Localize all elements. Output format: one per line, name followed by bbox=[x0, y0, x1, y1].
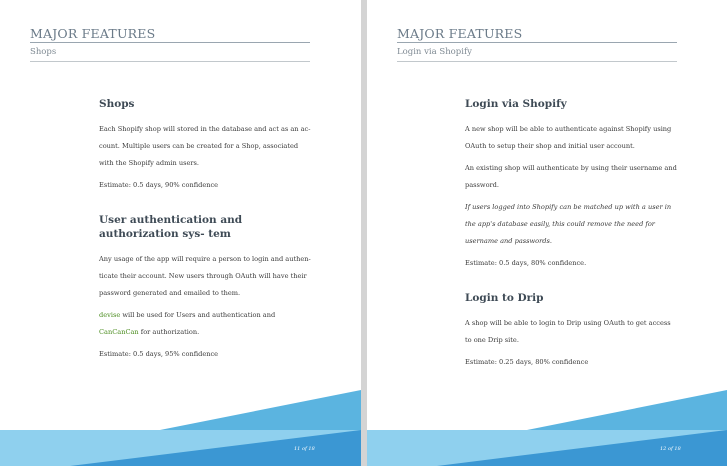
italic-note: If users logged into Shopify can be matched up with a user in the app's database easily, this could remove the need for username and passwords. bbox=[465, 203, 672, 245]
body-paragraph: A shop will be able to login to Drip using OAuth to get access to one Drip site. bbox=[465, 319, 671, 344]
header-rule bbox=[397, 42, 677, 43]
footer-band-mid bbox=[527, 390, 727, 430]
page-body bbox=[465, 97, 677, 376]
body-paragraph: An existing shop will authenticate by using their username and password. bbox=[465, 164, 677, 189]
footer-decoration bbox=[0, 386, 361, 466]
estimate-text: Estimate: 0.5 days, 80% confidence. bbox=[465, 259, 587, 267]
document-page-right bbox=[367, 0, 727, 466]
section-heading: Login to Drip bbox=[465, 292, 544, 304]
body-paragraph-rich: devise will be used for Users and authentication and CanCanCan for authorization. bbox=[99, 311, 276, 336]
estimate-text: Estimate: 0.5 days, 90% confidence bbox=[99, 181, 219, 189]
body-paragraph: Any usage of the app will require a person to login and authen- ticate their account. New users through OAuth will have their password generated and emailed to them. bbox=[99, 255, 311, 297]
header-rule bbox=[30, 42, 310, 43]
page-number: 11 of 18 bbox=[294, 446, 315, 452]
page-body bbox=[99, 97, 311, 368]
footer-band-mid bbox=[160, 390, 361, 430]
body-paragraph: A new shop will be able to authenticate against Shopify using OAuth to setup their shop and initial user account. bbox=[465, 125, 672, 150]
section-heading: Shops bbox=[99, 98, 135, 110]
section-heading: User authentication and authorization sys- tem bbox=[99, 214, 243, 240]
page-header-subtitle: Login via Shopify bbox=[397, 47, 472, 57]
document-page-left bbox=[0, 0, 361, 466]
section-heading: Login via Shopify bbox=[465, 98, 567, 110]
page-header-subtitle: Shops bbox=[30, 47, 57, 57]
cancancan-link[interactable]: CanCanCan bbox=[99, 328, 139, 336]
estimate-text: Estimate: 0.25 days, 80% confidence bbox=[465, 358, 589, 366]
header-subrule bbox=[397, 61, 677, 62]
footer-decoration bbox=[367, 386, 727, 466]
page-number: 12 of 18 bbox=[660, 446, 681, 452]
header-subrule bbox=[30, 61, 310, 62]
body-paragraph: Each Shopify shop will stored in the database and act as an ac- count. Multiple users can be created for a Shop, associated with the Shopify admin users. bbox=[99, 125, 311, 167]
devise-link[interactable]: devise bbox=[99, 311, 121, 319]
estimate-text: Estimate: 0.5 days, 95% confidence bbox=[99, 350, 219, 358]
page-header-title: MAJOR FEATURES bbox=[397, 26, 523, 41]
page-header-title: MAJOR FEATURES bbox=[30, 26, 156, 41]
